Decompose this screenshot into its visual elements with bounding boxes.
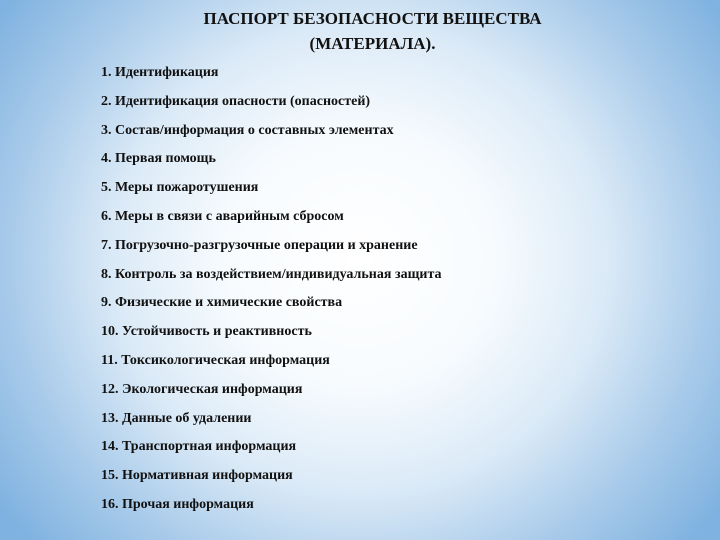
list-item: 15. Нормативная информация xyxy=(101,468,293,484)
list-item: 3. Состав/информация о составных элементах xyxy=(101,122,394,138)
list-item: 11. Токсикологическая информация xyxy=(101,352,330,368)
list-item: 12. Экологическая информация xyxy=(101,381,303,397)
section-list xyxy=(101,61,442,522)
title-line-2: (МАТЕРИАЛА). xyxy=(309,34,436,53)
list-item: 16. Прочая информация xyxy=(101,496,254,512)
list-item: 8. Контроль за воздействием/индивидуальная защита xyxy=(101,266,442,282)
list-item: 10. Устойчивость и реактивность xyxy=(101,324,312,340)
list-item: 5. Меры пожаротушения xyxy=(101,180,259,196)
list-item: 2. Идентификация опасности (опасностей) xyxy=(101,93,371,109)
list-item: 13. Данные об удалении xyxy=(101,410,252,426)
list-item: 1. Идентификация xyxy=(101,65,219,80)
list-item: 9. Физические и химические свойства xyxy=(101,295,343,311)
list-item: 14. Транспортная информация xyxy=(101,439,297,455)
list-item: 7. Погрузочно-разгрузочные операции и хранение xyxy=(101,237,418,253)
page-title xyxy=(100,6,645,56)
list-item: 6. Меры в связи с аварийным сбросом xyxy=(101,208,344,224)
title-line-1: ПАСПОРТ БЕЗОПАСНОСТИ ВЕЩЕСТВА xyxy=(203,9,542,28)
list-item: 4. Первая помощь xyxy=(101,151,216,167)
